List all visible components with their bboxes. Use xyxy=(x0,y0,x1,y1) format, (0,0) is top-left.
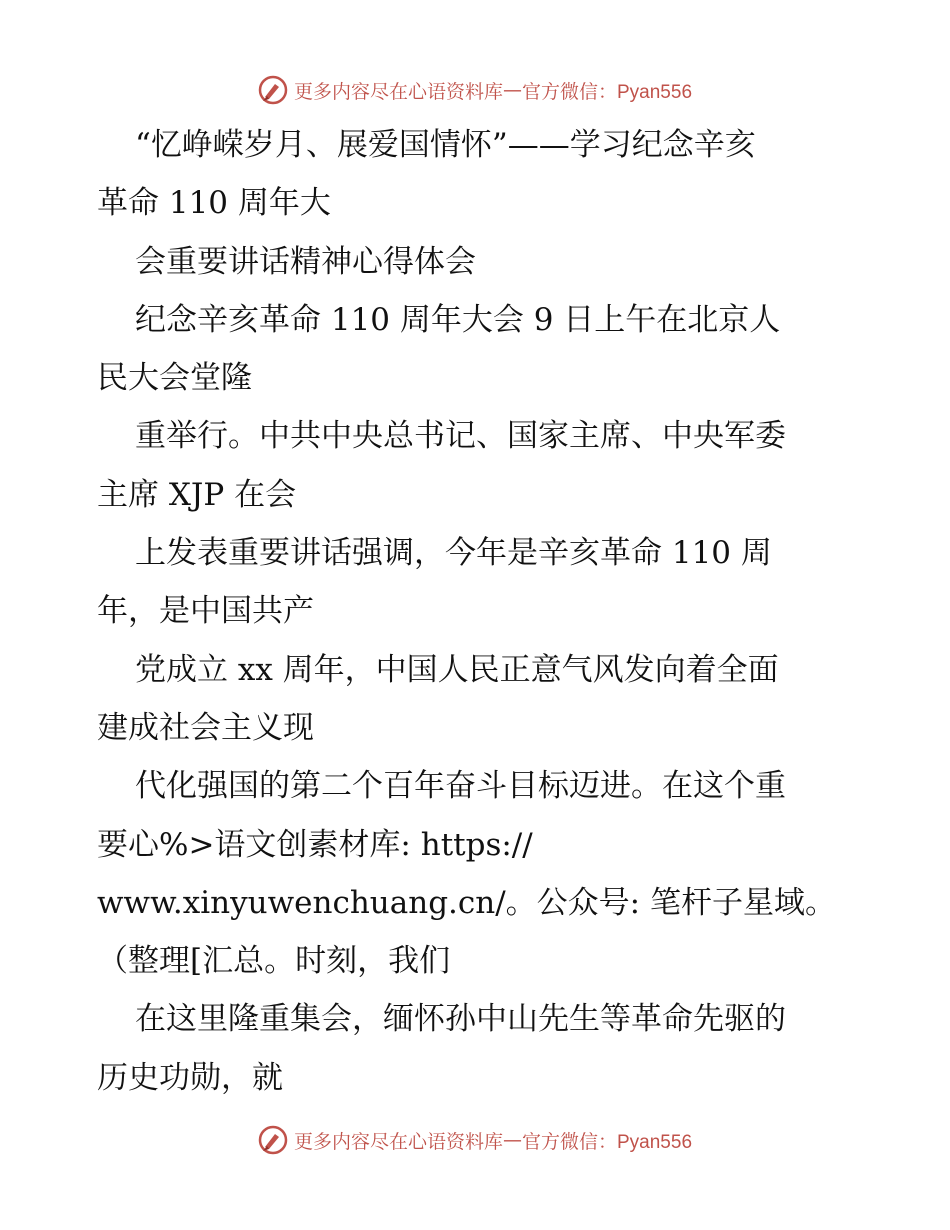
watermark-text: 更多内容尽在心语资料库 xyxy=(293,1130,503,1153)
header-watermark xyxy=(0,70,950,110)
text-line: “忆峥嵘岁月、展爱国情怀”——学习纪念辛亥 xyxy=(135,127,756,163)
watermark-dash: — xyxy=(503,1129,522,1151)
text-line: 主席 XJP 在会 xyxy=(97,476,297,513)
text-line: 要心%>语文创素材库: https:// xyxy=(97,826,533,863)
text-line: 在这里隆重集会，缅怀孙中山先生等革命先驱的 xyxy=(135,1001,786,1038)
watermark-wechat: 官方微信：Pyan556 xyxy=(522,81,693,103)
pen-logo-icon xyxy=(258,75,288,105)
document-body xyxy=(97,116,857,1107)
text-line: （整理[汇总。时刻，我们 xyxy=(97,943,451,980)
text-line: 党成立 xx 周年，中国人民正意气风发向着全面 xyxy=(135,651,779,688)
pen-logo-icon xyxy=(258,1125,288,1155)
text-line: 重举行。中共中央总书记、国家主席、中央军委 xyxy=(135,418,786,455)
text-line: 革命 110 周年大 xyxy=(97,185,331,222)
footer-watermark xyxy=(0,1120,950,1160)
text-line: 会重要讲话精神心得体会 xyxy=(135,243,476,280)
text-line: 纪念辛亥革命 110 周年大会 9 日上午在北京人 xyxy=(135,301,781,338)
watermark-dash: — xyxy=(503,79,522,101)
watermark-text: 更多内容尽在心语资料库 xyxy=(293,80,503,103)
text-line: 历史功勋，就 xyxy=(97,1059,283,1096)
text-line: 建成社会主义现 xyxy=(97,709,314,746)
text-line: 代化强国的第二个百年奋斗目标迈进。在这个重 xyxy=(135,768,786,805)
text-line: 上发表重要讲话强调，今年是辛亥革命 110 周 xyxy=(135,535,772,572)
text-line: www.xinyuwenchuang.cn/。公众号: 笔杆子星域。 xyxy=(97,884,836,921)
text-line: 民大会堂隆 xyxy=(97,360,252,397)
text-line: 年，是中国共产 xyxy=(97,593,314,630)
watermark-wechat: 官方微信：Pyan556 xyxy=(522,1131,693,1153)
